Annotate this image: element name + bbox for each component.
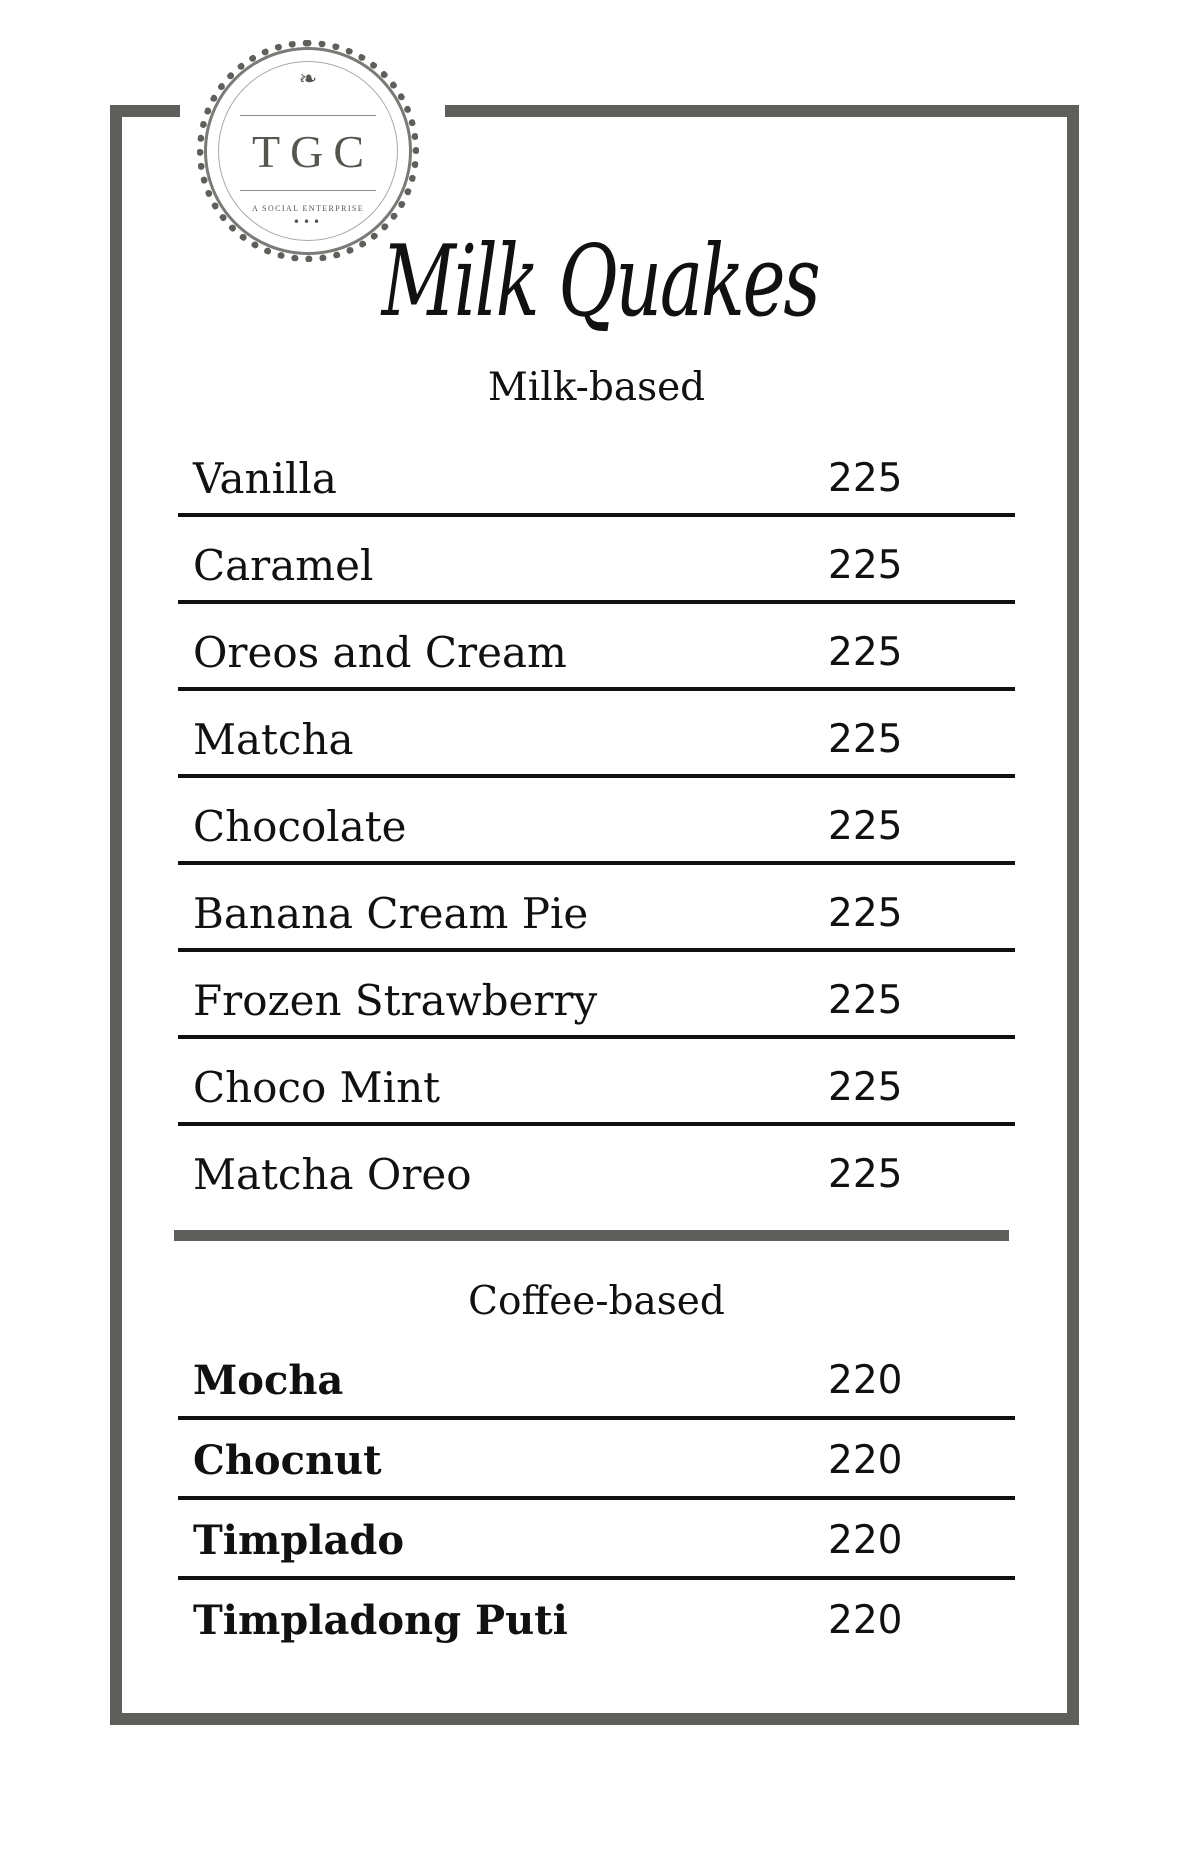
item-price: 220 bbox=[828, 1518, 903, 1563]
item-name: Mocha bbox=[193, 1357, 344, 1404]
menu-item bbox=[178, 778, 1015, 865]
logo-rule-bottom bbox=[240, 190, 376, 191]
bow-icon: ❧ bbox=[298, 67, 318, 92]
menu-item bbox=[178, 1580, 1015, 1660]
item-name: Banana Cream Pie bbox=[193, 889, 589, 938]
item-price: 225 bbox=[828, 1065, 903, 1110]
item-price: 225 bbox=[828, 543, 903, 588]
menu-item bbox=[178, 1500, 1015, 1580]
menu-item bbox=[178, 1340, 1015, 1420]
item-price: 220 bbox=[828, 1358, 903, 1403]
item-name: Timpladong Puti bbox=[193, 1597, 568, 1644]
menu-item bbox=[178, 517, 1015, 604]
section-divider bbox=[174, 1230, 1009, 1241]
item-name: Matcha bbox=[193, 715, 354, 764]
section-heading-coffee: Coffee-based bbox=[468, 1279, 725, 1324]
logo-rule-top bbox=[240, 115, 376, 116]
logo-dots-icon: ••• bbox=[292, 215, 324, 229]
item-price: 225 bbox=[828, 630, 903, 675]
item-name: Frozen Strawberry bbox=[193, 976, 598, 1025]
menu-item bbox=[178, 430, 1015, 517]
menu-item bbox=[178, 604, 1015, 691]
item-price: 225 bbox=[828, 1152, 903, 1197]
menu-item bbox=[178, 691, 1015, 778]
item-name: Chocnut bbox=[193, 1437, 382, 1484]
logo-text: TGC bbox=[252, 126, 374, 177]
item-price: 225 bbox=[828, 717, 903, 762]
menu-item bbox=[178, 1420, 1015, 1500]
item-name: Oreos and Cream bbox=[193, 628, 567, 677]
menu-item bbox=[178, 1039, 1015, 1126]
section-heading-milk: Milk-based bbox=[487, 365, 706, 410]
item-price: 220 bbox=[828, 1438, 903, 1483]
item-name: Vanilla bbox=[193, 454, 337, 503]
milk-based-list bbox=[178, 430, 1015, 1213]
menu-item bbox=[178, 952, 1015, 1039]
item-price: 225 bbox=[828, 456, 903, 501]
item-price: 220 bbox=[828, 1598, 903, 1643]
item-name: Caramel bbox=[193, 541, 374, 590]
menu-title: Milk Quakes bbox=[381, 225, 819, 339]
item-price: 225 bbox=[828, 978, 903, 1023]
item-price: 225 bbox=[828, 804, 903, 849]
menu-item bbox=[178, 865, 1015, 952]
item-name: Choco Mint bbox=[193, 1063, 440, 1112]
coffee-based-list bbox=[178, 1340, 1015, 1660]
item-name: Chocolate bbox=[193, 802, 407, 851]
menu-item bbox=[178, 1126, 1015, 1213]
logo-tagline: A SOCIAL ENTERPRISE bbox=[251, 204, 365, 213]
item-name: Matcha Oreo bbox=[193, 1150, 472, 1199]
item-price: 225 bbox=[828, 891, 903, 936]
item-name: Timplado bbox=[193, 1517, 405, 1564]
